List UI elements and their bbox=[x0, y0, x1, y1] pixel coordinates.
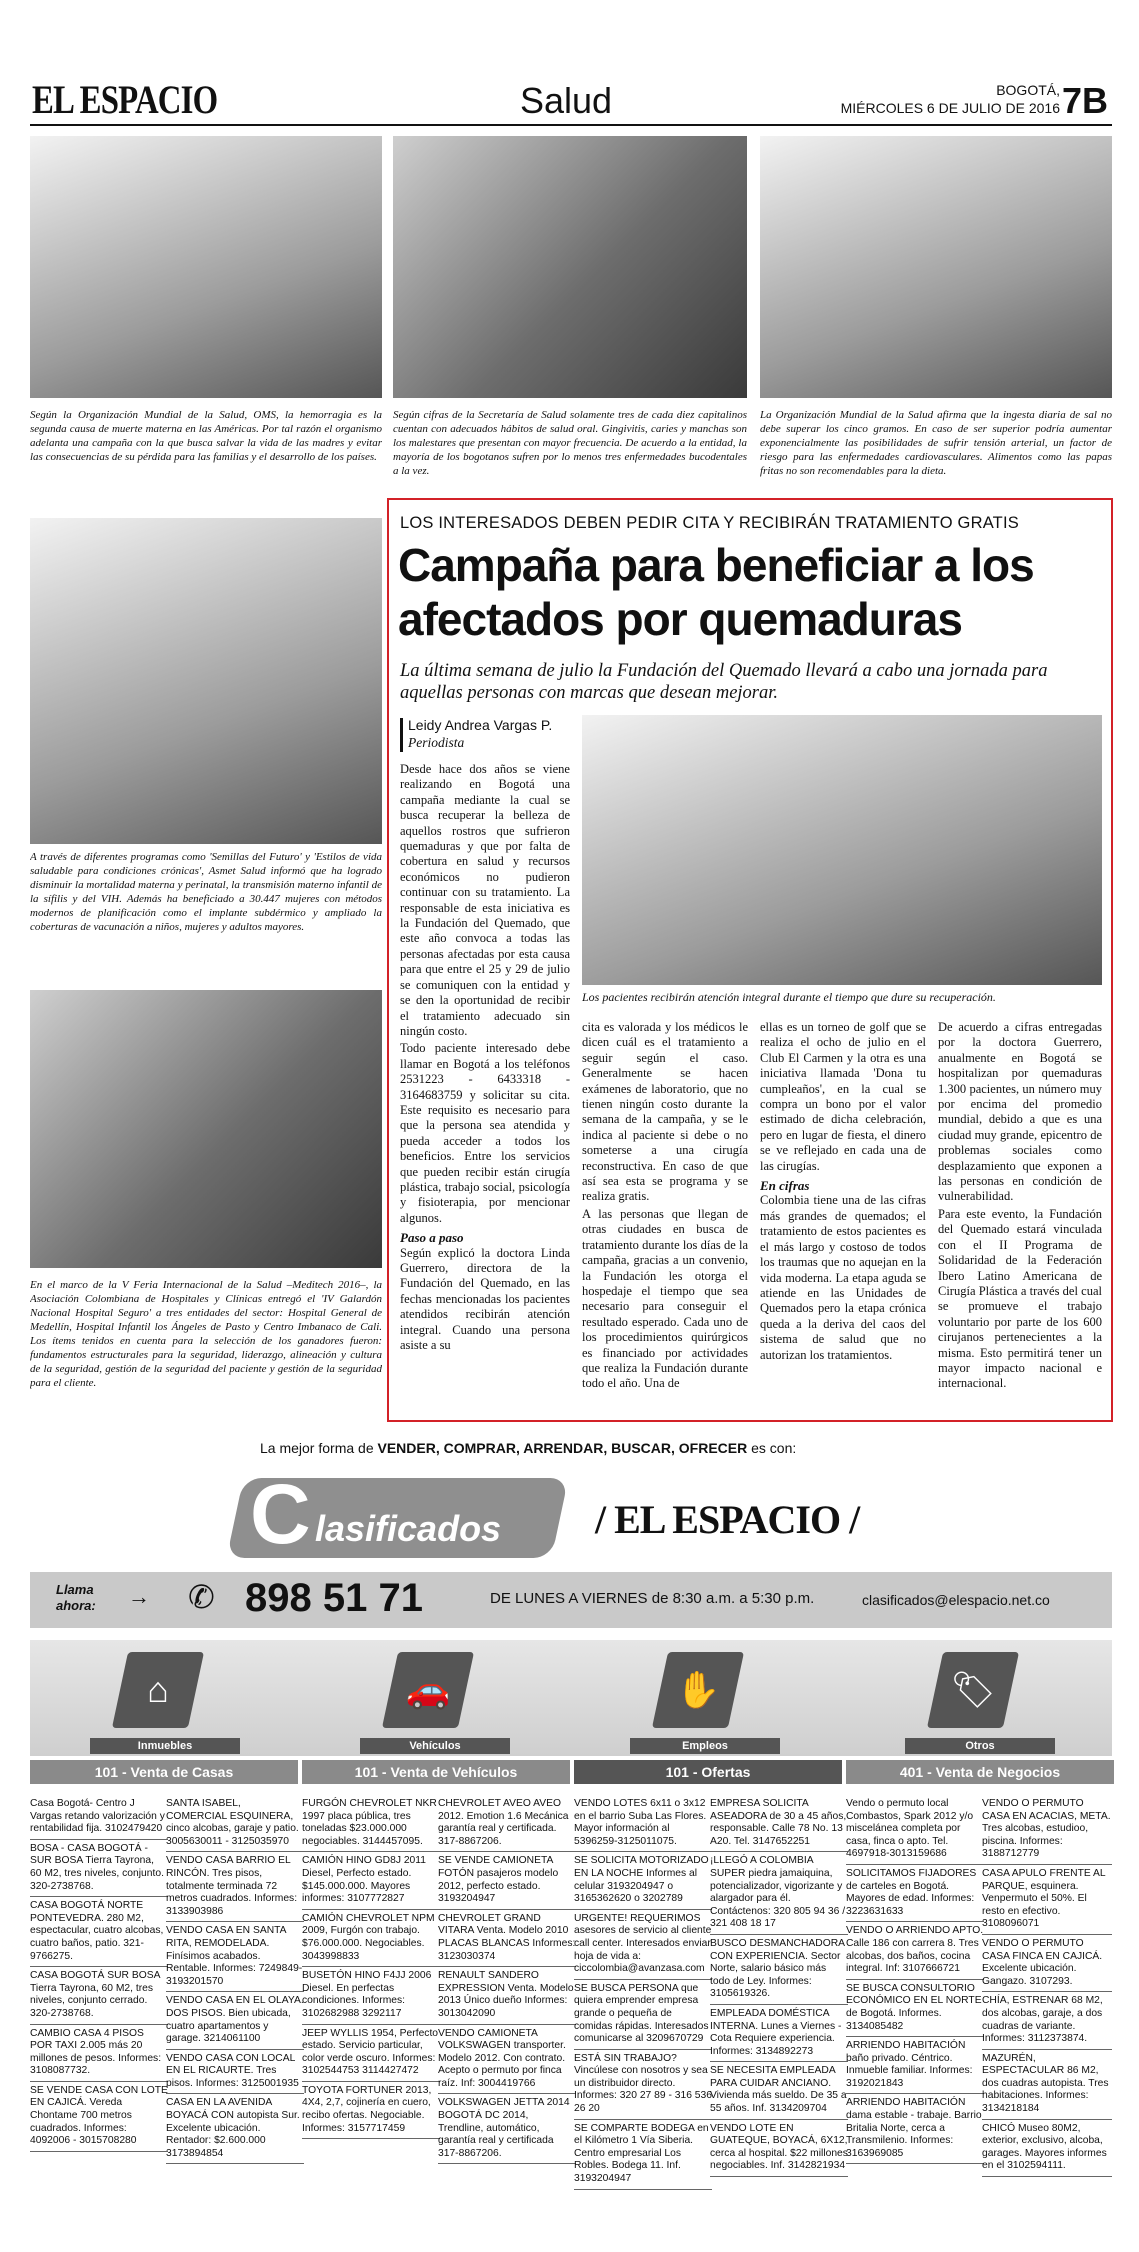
ad-item: SANTA ISABEL, COMERCIAL ESQUINERA, cinco alcobas, garaje y patio. 3005630011 - 3125035970 bbox=[166, 1795, 304, 1852]
ads-column-1 bbox=[30, 1795, 168, 2235]
ad-item: RENAULT SANDERO EXPRESSION Venta. Modelo 2013 Único dueño Informes: 3013042090 bbox=[438, 1967, 576, 2024]
ad-item: SOLICITAMOS FIJADORES de carteles en Bogotá. Mayores de edad. Informes: 3223631633 bbox=[846, 1865, 984, 1922]
classifieds-brand-c: C bbox=[250, 1467, 311, 1561]
section-title: Salud bbox=[520, 80, 613, 121]
group-photo bbox=[30, 518, 382, 844]
ad-item: VENDO O ARRIENDO APTO. Calle 186 con carrera 8. Tres alcobas, dos baños, cocina integral. Inf: 3107666721 bbox=[846, 1922, 984, 1979]
ad-item: VENDO LOTE EN GUATEQUE, BOYACÁ, 6X12, cerca al hospital. $22 millones negociables. Inf. 3142821934 bbox=[710, 2120, 848, 2177]
article-deck: La última semana de julio la Fundación del Quemado llevará a cabo una jornada para aquellas personas con marcas que desean mejorar. bbox=[400, 661, 1048, 703]
article-paragraph: De acuerdo a cifras entregadas por la doctora Guerrero, anualmente en Bogotá se hospitalizan por quemaduras 1.300 pacientes, un número muy por encima del promedio mundial, debido a que es una ciudad muy grande, epicentro de problemas sociales como desplazamiento que exponen a las personas en condición de vulnerabilidad. bbox=[938, 1020, 1102, 1204]
patients-photo bbox=[582, 715, 1102, 985]
left-caption-1: A través de diferentes programas como 'Semillas del Futuro' y 'Estilos de vida saludable para condiciones crónicas', Asmet Salud informó que ha logrado disminuir la mortalidad materna y perinatal, la transmisión materno infantil de la sífilis y del VIH. Además ha beneficiado a 30.447 mujeres con métodos modernos de planificación como el implante subdérmico y ampliado la coberturas de vacunación a niños, mujeres y adultos mayores. bbox=[30, 851, 382, 933]
subheading: En cifras bbox=[760, 1178, 810, 1194]
ads-column-6 bbox=[710, 1795, 848, 2235]
award-ceremony-photo bbox=[30, 990, 382, 1268]
ad-item: TOYOTA FORTUNER 2013, 4X4, 2,7, cojinería en cuero, recibo ofertas. Negociable. Informes: 3157717459 bbox=[302, 2082, 440, 2139]
category-otros[interactable]: Otros bbox=[905, 1738, 1055, 1754]
ad-item: CHÍA, ESTRENAR 68 M2, dos alcobas, garaje, a dos cuadras de variante. Informes: 3112373874. bbox=[982, 1992, 1112, 2049]
ad-item: VENDO CASA BARRIO EL RINCÓN. Tres pisos, totalmente terminada 72 metros cuadrados. Informes: 3133903986 bbox=[166, 1852, 304, 1922]
ads-column-5 bbox=[574, 1795, 712, 2235]
ads-column-8 bbox=[982, 1795, 1112, 2235]
header-date: MIÉRCOLES 6 DE JULIO DE 2016 bbox=[840, 100, 1060, 116]
byline-bar bbox=[400, 718, 403, 752]
top-caption-3: La Organización Mundial de la Salud afirma que la ingesta diaria de sal no debe superar los cinco gramos. En caso de ser superior podría aumentar exponencialmente las posibilidades de sufrir tensión arterial, un factor de riesgo para las enfermedades cardiovasculares. Alimentos como las papas fritas no son recomendables para la dieta. bbox=[760, 409, 1112, 477]
ad-item: MAZURÉN, ESPECTACULAR 86 M2, dos cuadras autopista. Tres habitaciones. Informes: 3134218184 bbox=[982, 2050, 1112, 2120]
ad-item: SE VENDE CAMIONETA FOTÓN pasajeros modelo 2012, perfecto estado. 3193204947 bbox=[438, 1852, 576, 1909]
article-paragraph: Todo paciente interesado debe llamar en Bogotá a los teléfonos 2531223 - 6433318 - 3164683759 y solicitar su cita. Este requisito es necesario para que la persona sea atendida y pueda acceder a todos los beneficios. Entre los servicios que pueden recibir están cirugía plástica, trabajo social, psicología y fisioterapia, por mencionar algunos. bbox=[400, 1041, 570, 1225]
classifieds-brand-word: lasificados bbox=[315, 1508, 502, 1549]
ad-item: CAMBIO CASA 4 PISOS POR TAXI 2.005 más 20 millones de pesos. Informes: 3108087732. bbox=[30, 2025, 168, 2082]
ad-item: CASA BOGOTÁ NORTE PONTEVEDRA. 280 M2, espectacular, cuatro alcobas, cuatro baños, patio. 321-9766275. bbox=[30, 1897, 168, 1967]
section-ofertas: 101 - Ofertas bbox=[574, 1760, 842, 1784]
classifieds-brand-paper: / EL ESPACIO / bbox=[595, 1497, 860, 1542]
ad-item: VENDO CASA CON LOCAL EN EL RICAURTE. Tres pisos. Informes: 3125001935 bbox=[166, 2050, 304, 2095]
ads-column-2 bbox=[166, 1795, 304, 2235]
briefcase-category-icon[interactable]: ✋ bbox=[652, 1652, 744, 1728]
section-venta-casas: 101 - Venta de Casas bbox=[30, 1760, 298, 1784]
top-caption-2: Según cifras de la Secretaría de Salud solamente tres de cada diez capitalinos cuentan con adecuados hábitos de salud oral. Gingivitis, caries y manchas son los malestares que presentan con mayor frecuencia. De acuerdo a la entidad, la mayoría de los bogotanos sufren por lo menos tres enfermedades bucodentales a la vez. bbox=[393, 409, 747, 477]
ad-item: EMPLEADA DOMÉSTICA INTERNA. Lunes a Viernes - Cota Requiere experiencia. Informes: 3134892273 bbox=[710, 2005, 848, 2062]
ad-item: SE BUSCA PERSONA que quiera emprender empresa grande o pequeña de comidas rápidas. Interesados comunicarse al 3209670729 bbox=[574, 1980, 712, 2050]
salt-shaker-photo bbox=[760, 136, 1112, 398]
author-name: Leidy Andrea Vargas P. bbox=[408, 717, 553, 733]
ad-item: VENDO O PERMUTO CASA EN ACACIAS, META. Tres alcobas, estudioo, piscina. Informes: 3188712779 bbox=[982, 1795, 1112, 1865]
ad-item: CASA APULO FRENTE AL PARQUE, esquinera. Venpermuto el 50%. El resto en efectivo. 3108096071 bbox=[982, 1865, 1112, 1935]
car-category-icon[interactable]: 🚗 bbox=[382, 1652, 474, 1728]
article-paragraph: ellas es un torneo de golf que se realiza el ocho de julio en el Club El Carmen y la otra es una iniciativa llamada 'Dona tu cumpleaños', en la cual se compra un bono por el valor estimado de dicha celebración, pero en lugar de fiesta, el dinero se ve reflejado en cada una de las cirugías. bbox=[760, 1020, 926, 1173]
ad-item: CHEVROLET AVEO AVEO 2012. Emotion 1.6 Mecánica garantía real y certificada. 317-8867206. bbox=[438, 1795, 576, 1852]
slogan-pre: La mejor forma de bbox=[260, 1440, 374, 1456]
article-column-4 bbox=[938, 1020, 1102, 1412]
article-paragraph: Según explicó la doctora Linda Guerrero, directora de la Fundación del Quemado, en las fechas mencionadas los pacientes atendidos recibirán atención integral. Cuando una persona asiste a su bbox=[400, 1245, 570, 1353]
ad-item: VOLKSWAGEN JETTA 2014 BOGOTÁ DC 2014, Trendline, automático, garantía real y certificada 317-8867206. bbox=[438, 2094, 576, 2164]
article-headline: Campaña para beneficiar a los afectados por quemaduras bbox=[398, 539, 1034, 645]
classifieds-slogan bbox=[260, 1440, 960, 1456]
ad-item: ESTÁ SIN TRABAJO? Vincúlese con nosotros y sea un distribuidor directo. Informes: 320 27 89 - 316 536 26 20 bbox=[574, 2050, 712, 2120]
category-vehiculos[interactable]: Vehículos bbox=[360, 1738, 510, 1754]
ad-item: ARRIENDO HABITACIÓN dama estable - trabaje. Barrio Britalia Norte, cerca a Transmilenio. Informes: 3163969085 bbox=[846, 2094, 984, 2164]
article-kicker: LOS INTERESADOS DEBEN PEDIR CITA Y RECIBIRÁN TRATAMIENTO GRATIS bbox=[400, 514, 1019, 532]
phone-icon: ✆ bbox=[188, 1579, 215, 1615]
left-caption-2: En el marco de la V Feria Internacional de la Salud –Meditech 2016–, la Asociación Colombiana de Hospitales y Clínicas entregó el 'IV Galardón Nacional Hospital Seguro' a tres entidades del sector: Hospital General de Medellín, Hospital Infantil los Ángeles de Pasto y Centro Imbanaco de Cali. Los ítems tenidos en cuenta para la selección de los ganadores fueron: fundamentos estructurales para la seguridad, liderazgo, alineación y cultura de la seguridad, gestión de la seguridad del paciente y gestión de la seguridad para el cliente. bbox=[30, 1279, 382, 1389]
email-link[interactable]: clasificados@elespacio.net.co bbox=[862, 1592, 1050, 1608]
slogan-post: es con: bbox=[751, 1440, 797, 1456]
ad-item: VENDO O PERMUTO CASA FINCA EN CAJICÁ. Excelente ubicación. Gangazo. 3107293. bbox=[982, 1935, 1112, 1992]
ad-item: FURGÓN CHEVROLET NKR 1997 placa pública, tres toneladas $23.000.000 negociables. 3144457095. bbox=[302, 1795, 440, 1852]
dentist-photo bbox=[393, 136, 747, 398]
ad-item: Vendo o permuto local Combastos, Spark 2012 y/o miscelánea completa por casa, finca o apto. Tel. 4697918-3013159686 bbox=[846, 1795, 984, 1865]
house-category-icon[interactable]: ⌂ bbox=[112, 1652, 204, 1728]
article-paragraph: Para este evento, la Fundación del Quemado estará vinculada con el II Programa de Solidaridad de la Federación Ibero Latino Americana de Cirugía Plástica a través del cual se promueve el trabajo voluntario por parte de los 600 cirujanos pertenecientes a la misma. Esto permitirá tener un mayor impacto nacional e internacional. bbox=[938, 1206, 1102, 1391]
subheading: Paso a paso bbox=[400, 1230, 464, 1246]
ad-item: SE COMPARTE BODEGA en el Kilómetro 1 Vía Siberia. Centro empresarial Los Robles. Bodega 11. Inf. 3193204947 bbox=[574, 2120, 712, 2190]
section-venta-negocios: 401 - Venta de Negocios bbox=[846, 1760, 1114, 1784]
ad-item: BOSA - CASA BOGOTÁ - SUR BOSA Tierra Tayrona, 60 M2, tres niveles, conjunto. 320-2738768. bbox=[30, 1840, 168, 1897]
ad-item: BUSCO DESMANCHADORA CON EXPERIENCIA. Sector Norte, salario básico más todo de Ley. Informes: 3105619326. bbox=[710, 1935, 848, 2005]
ad-item: CASA EN LA AVENIDA BOYACÁ CON autopista Sur. Excelente ubicación. Rentador: $2.600.000 3173894854 bbox=[166, 2094, 304, 2164]
ad-item: EMPRESA SOLICITA ASEADORA de 30 a 45 años, responsable. Calle 78 No. 13 A20. Tel. 3147652251 bbox=[710, 1795, 848, 1852]
category-inmuebles[interactable]: Inmuebles bbox=[90, 1738, 240, 1754]
ad-item: Casa Bogotá- Centro J Vargas retando valorización y rentabilidad fija. 3102479420 bbox=[30, 1795, 168, 1840]
article-column-3 bbox=[760, 1020, 926, 1412]
slogan-bold: VENDER, COMPRAR, ARRENDAR, BUSCAR, OFRECER bbox=[377, 1440, 748, 1456]
ad-item: CHICÓ Museo 80M2, exterior, exclusivo, alcoba, garages. Mayores informes en el 3102594111. bbox=[982, 2120, 1112, 2177]
ad-item: VENDO CAMIONETA VOLKSWAGEN transporter. Modelo 2012. Con contrato. Acepto o permuto por finca raíz. Inf: 3004419766 bbox=[438, 2025, 576, 2095]
ad-item: ¡LLEGÓ A COLOMBIA SUPER piedra jamaiquina, potencializador, vigorizante y alargador para él. Contáctenos: 320 805 94 36 / 321 408 18 17 bbox=[710, 1852, 848, 1935]
page-number: 7B bbox=[1062, 80, 1109, 121]
ad-item: BUSETÓN HINO F4JJ 2006 Diesel. En perfectas condiciones. Informes: 3102682988 3292117 bbox=[302, 1967, 440, 2024]
tag-category-icon[interactable]: 🏷 bbox=[927, 1652, 1019, 1728]
hours-text: DE LUNES A VIERNES de 8:30 a.m. a 5:30 p.m. bbox=[490, 1590, 815, 1607]
article-paragraph: Colombia tiene una de las cifras más grandes de quemados; el tratamiento de estos pacientes es el más largo y costoso de todos los traumas que no aquejan en la vida moderna. La etapa aguda se atiende en las Unidades de Quemados pero la etapa crónica queda a la deriva del caos del sistema de salud que no autorizan los tratamientos. bbox=[760, 1193, 926, 1362]
category-empleos[interactable]: Empleos bbox=[630, 1738, 780, 1754]
article-column-1 bbox=[400, 762, 570, 1412]
ad-item: SE NECESITA EMPLEADA PARA CUIDAR ANCIANO. Vivienda más sueldo. De 35 a 55 años. Inf. 3134209704 bbox=[710, 2062, 848, 2119]
ad-item: VENDO CASA EN EL OLAYA. DOS PISOS. Bien ubicada, cuatro apartamentos y garage. 3214061100 bbox=[166, 1992, 304, 2049]
article-paragraph: A las personas que llegan de otras ciudades en busca de tratamiento durante los días de la campaña, gracias a un convenio, la Fundación les otorga el hospedaje el tiempo que sea necesario para conseguir el resultado esperado. Cada uno de los procedimientos quirúrgicos es financiado por actividades que realiza la Fundación durante todo el año. Una de bbox=[582, 1206, 748, 1391]
article-paragraph: Desde hace dos años se viene realizando en Bogotá una campaña mediante la cual se busca recuperar la belleza de aquellos rostros que sufrieron quemaduras y que por falta de cobertura en salud y recursos económicos no pudieron continuar con su tratamiento. La responsable de esta iniciativa es la Fundación del Quemado, que este año convoca a todas las personas afectadas por esta causa para que entre el 25 y 29 de julio se comuniquen con la entidad y se den la oportunidad de recibir el tratamiento adecuado sin ningún costo. bbox=[400, 762, 570, 1038]
header-city: BOGOTÁ, bbox=[996, 82, 1060, 98]
ad-item: CHEVROLET GRAND VITARA Venta. Modelo 2010 PLACAS BLANCAS Informes: 3123030374 bbox=[438, 1910, 576, 1967]
ad-item: URGENTE! REQUERIMOS asesores de servicio al cliente call center. Interesados enviar hoja de vida a: ciccolombia@avanzasa.com bbox=[574, 1910, 712, 1980]
ads-column-7 bbox=[846, 1795, 984, 2235]
top-caption-1: Según la Organización Mundial de la Salud, OMS, la hemorragia es la segunda causa de muerte materna en las Américas. Por tal razón el organismo adelanta una campaña con la que busca salvar la vida de las madres y evitar las consecuencias de su pérdida para las familias y el desarrollo de los países. bbox=[30, 409, 382, 463]
ad-item: VENDO LOTES 6x11 o 3x12 en el barrio Suba Las Flores. Mayor información al 5396259-3125011075. bbox=[574, 1795, 712, 1852]
article-paragraph: cita es valorada y los médicos le dicen cuál es el tratamiento a seguir según el caso. Generalmente se hacen exámenes de laboratorio, que no tienen ningún costo durante la semana de la campaña, y se le indica al paciente si debe o no someterse a una cirugía reconstructiva. En caso de que así sea esta se programa y se realiza gratis. bbox=[582, 1020, 748, 1204]
masthead-logo: EL ESPACIO bbox=[32, 77, 218, 122]
phone-number[interactable]: 898 51 71 bbox=[245, 1576, 423, 1620]
ads-column-3 bbox=[302, 1795, 440, 2235]
arrow-icon: → bbox=[128, 1584, 150, 1609]
ad-item: SE BUSCA CONSULTORIO ECONÓMICO EN EL NORTE de Bogotá. Informes. 3134085482 bbox=[846, 1980, 984, 2037]
author-role: Periodista bbox=[408, 735, 465, 750]
ad-item: ARRIENDO HABITACIÓN baño privado. Céntrico. Inmueble familiar. Informes: 3192021843 bbox=[846, 2037, 984, 2094]
ad-item: CAMIÓN HINO GD8J 2011 Diesel, Perfecto estado. $145.000.000. Mayores informes: 3107772827 bbox=[302, 1852, 440, 1909]
ad-item: CASA BOGOTÁ SUR BOSA Tierra Tayrona, 60 M2, tres niveles, conjunto cerrado. 320-2738768. bbox=[30, 1967, 168, 2024]
call-label: Llama ahora: bbox=[56, 1582, 96, 1613]
article-column-2 bbox=[582, 1020, 748, 1412]
patients-photo-caption: Los pacientes recibirán atención integral durante el tiempo que dure su recuperación. bbox=[582, 990, 996, 1004]
pregnant-belly-photo bbox=[30, 136, 382, 398]
ad-item: SE SOLICITA MOTORIZADO EN LA NOCHE Informes al celular 3193204947 o 3165362620 o 3202789 bbox=[574, 1852, 712, 1909]
section-venta-vehiculos: 101 - Venta de Vehículos bbox=[302, 1760, 570, 1784]
ad-item: VENDO CASA EN SANTA RITA, REMODELADA. Finísimos acabados. Rentable. Informes: 7249849-3193201570 bbox=[166, 1922, 304, 1992]
ads-column-4 bbox=[438, 1795, 576, 2235]
ad-item: CAMIÓN CHEVROLET NPM 2009, Furgón con trabajo. $76.000.000. Negociables. 3043998833 bbox=[302, 1910, 440, 1967]
ad-item: JEEP WYLLIS 1954, Perfecto estado. Servicio particular, color verde oscuro. Informes: 3102544753 3114427472 bbox=[302, 2025, 440, 2082]
ad-item: SE VENDE CASA CON LOTE EN CAJICÁ. Vereda Chontame 700 metros cuadrados. Informes: 4092006 - 3015708280 bbox=[30, 2082, 168, 2152]
